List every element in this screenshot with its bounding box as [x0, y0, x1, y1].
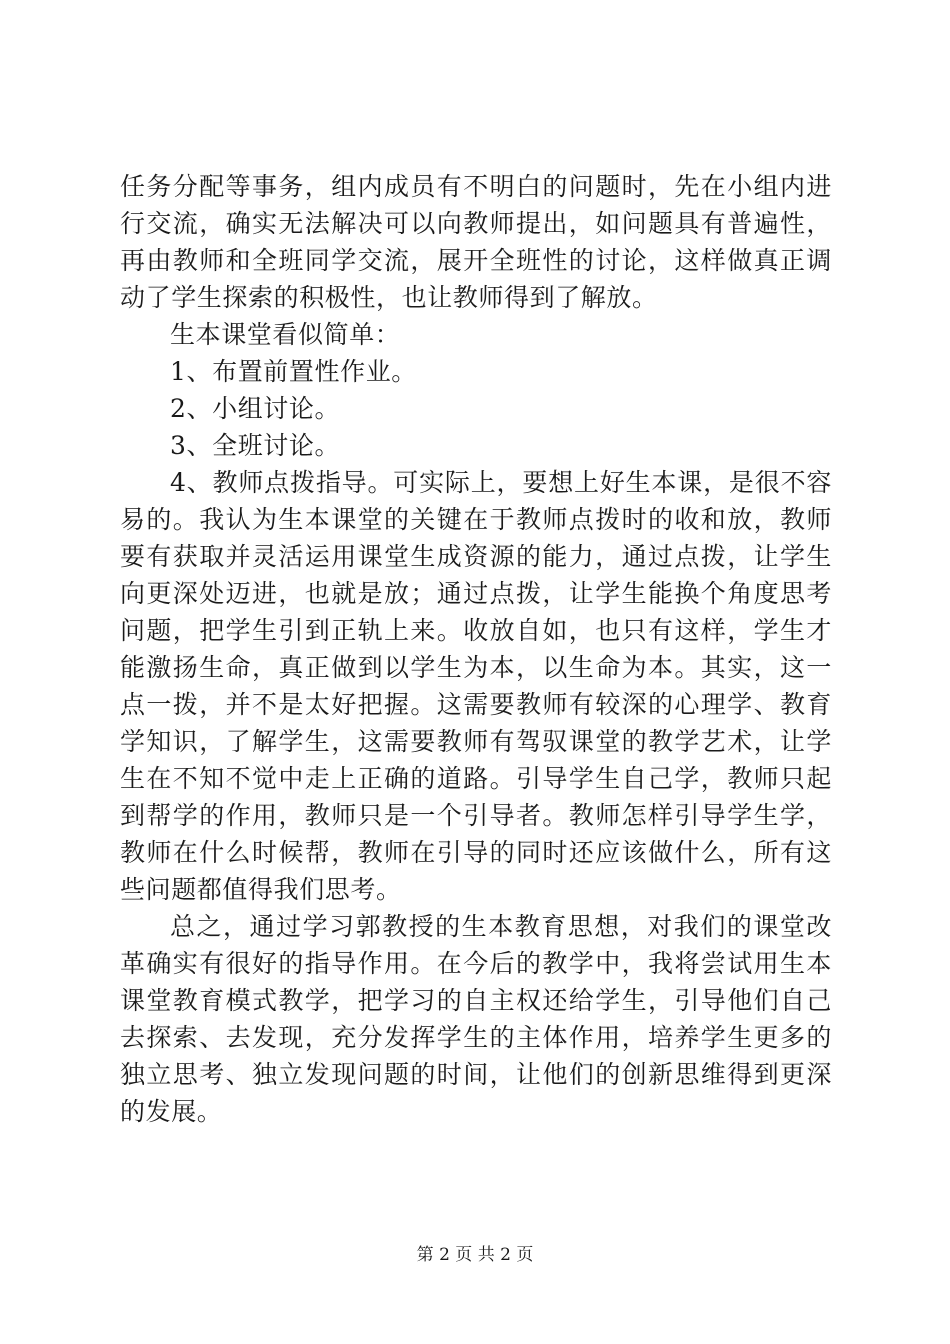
list-item-1: 1、布置前置性作业。	[170, 357, 417, 386]
paragraph-continuation: 任务分配等事务，组内成员有不明白的问题时，先在小组内进行交流，确实无法解决可以向教师提出，如问题具有普遍性，再由教师和全班同学交流，展开全班性的讨论，这样做真正调动了学生探索的积极性，也让教师得到了解放。	[120, 172, 832, 312]
list-item-3: 3、全班讨论。	[170, 431, 341, 460]
document-body	[120, 168, 832, 1130]
page-footer: 第 2 页 共 2 页	[416, 1245, 534, 1265]
list-item-2: 2、小组讨论。	[170, 394, 341, 423]
paragraph-conclusion: 总之，通过学习郭教授的生本教育思想，对我们的课堂改革确实有很好的指导作用。在今后的教学中，我将尝试用生本课堂教育模式教学，把学习的自主权还给学生，引导他们自己去探索、去发现，充分发挥学生的主体作用，培养学生更多的独立思考、独立发现问题的时间，让他们的创新思维得到更深的发展。	[120, 912, 832, 1126]
paragraph-intro: 生本课堂看似简单：	[170, 320, 401, 349]
list-item-4-paragraph: 4、教师点拨指导。可实际上，要想上好生本课，是很不容易的。我认为生本课堂的关键在于教师点拨时的收和放，教师要有获取并灵活运用课堂生成资源的能力，通过点拨，让学生向更深处迈进，也就是放；通过点拨，让学生能换个角度思考问题，把学生引到正轨上来。收放自如，也只有这样，学生才能激扬生命，真正做到以学生为本，以生命为本。其实，这一点一拨，并不是太好把握。这需要教师有较深的心理学、教育学知识，了解学生，这需要教师有驾驭课堂的教学艺术，让学生在不知不觉中走上正确的道路。引导学生自己学，教师只起到帮学的作用，教师只是一个引导者。教师怎样引导学生学，教师在什么时候帮，教师在引导的同时还应该做什么，所有这些问题都值得我们思考。	[120, 468, 832, 904]
